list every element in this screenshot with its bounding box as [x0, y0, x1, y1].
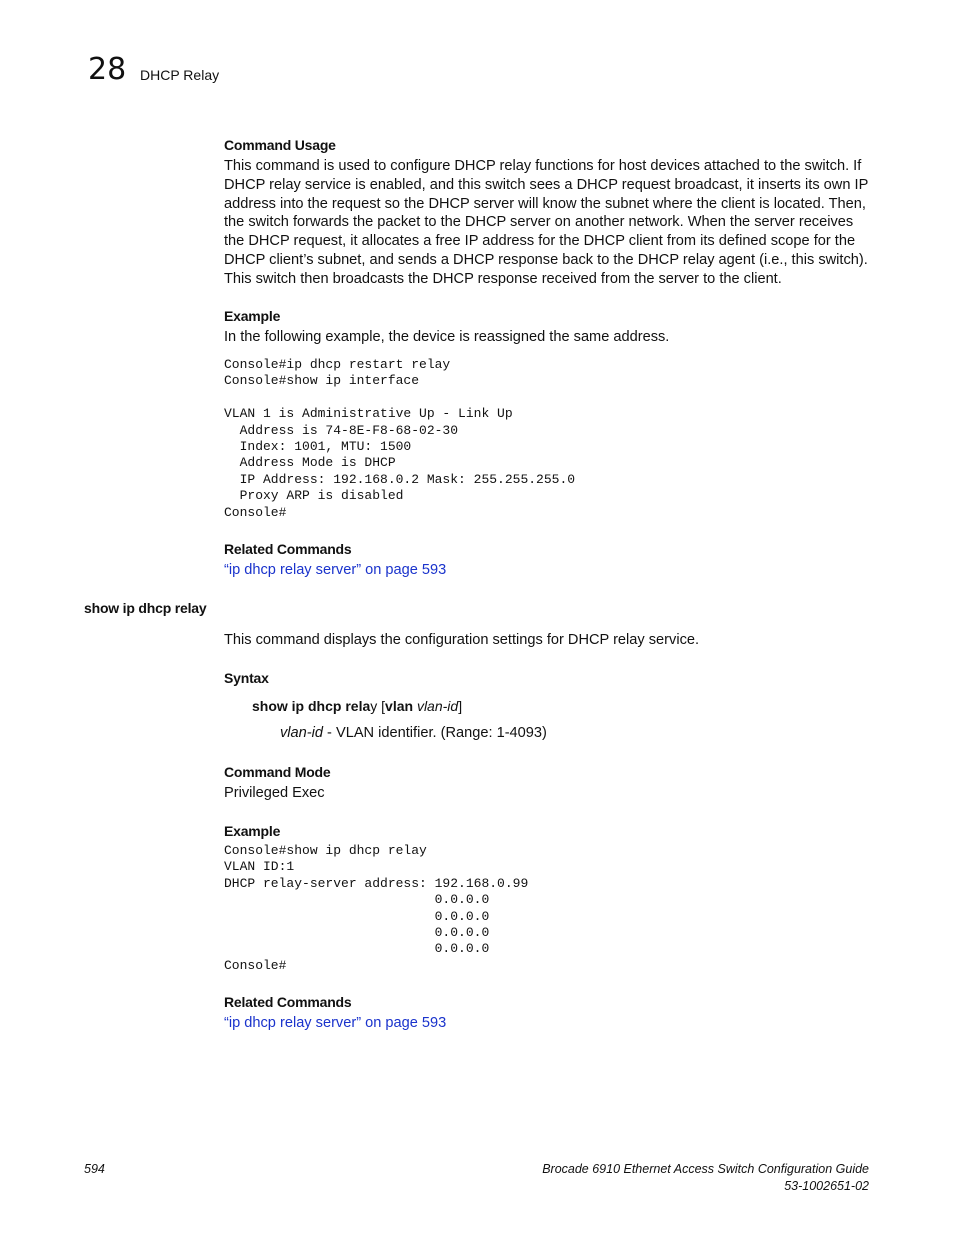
command-title: show ip dhcp relay	[84, 600, 207, 616]
syntax-keyword: vlan	[385, 698, 414, 714]
command-usage-text: This command is used to configure DHCP relay functions for host devices attached to the switch. If DHCP relay service is enabled, and this switch sees a DHCP request broadcast, it inserts its own IP address into the request so the DHCP server will know the subnet where the client is located. Then, the switch forwards the packet to the DHCP server on another network. When the server receives the DHCP request, it allocates a free IP address for the DHCP client from its defined scope for the DHCP client’s subnet, and sends a DHCP response back to the DHCP relay agent (i.e., this switch). This switch then broadcasts the DHCP response received from the server to the client.	[224, 158, 869, 287]
chapter-number: 28	[88, 52, 127, 87]
example-heading-2: Example	[224, 823, 281, 839]
command-mode-heading: Command Mode	[224, 764, 331, 780]
syntax-heading: Syntax	[224, 670, 269, 686]
syntax-line	[252, 697, 462, 715]
related-command-link[interactable]: “ip dhcp relay server” on page 593	[224, 562, 447, 578]
example-code-block: Console#ip dhcp restart relay Console#show ip interface VLAN 1 is Administrative Up - Link Up Address is 74-8E-F8-68-02-30 Index: 1001, MTU: 1500 Address Mode is DHCP IP Address: 192.168.0.2 Mask: 255.255.255.0 Proxy ARP is disabled Console#	[224, 357, 576, 520]
syntax-command-tail: y	[370, 698, 378, 714]
syntax-bracket-close: ]	[458, 698, 463, 714]
parameter-description	[280, 724, 547, 742]
command-description: This command displays the configuration settings for DHCP relay service.	[224, 632, 700, 648]
related-command-link-2[interactable]: “ip dhcp relay server” on page 593	[224, 1015, 447, 1031]
command-usage-heading: Command Usage	[224, 137, 336, 153]
example-heading: Example	[224, 308, 281, 324]
syntax-bracket-open: [	[377, 698, 386, 714]
book-title: Brocade 6910 Ethernet Access Switch Configuration Guide	[542, 1162, 869, 1176]
page-number: 594	[84, 1162, 105, 1176]
parameter-name: vlan-id	[280, 725, 323, 741]
syntax-parameter: vlan-id	[416, 698, 459, 714]
related-commands-heading-2: Related Commands	[224, 994, 352, 1010]
related-commands-heading: Related Commands	[224, 541, 352, 557]
command-mode-text: Privileged Exec	[224, 785, 325, 801]
example-intro: In the following example, the device is reassigned the same address.	[224, 329, 670, 345]
parameter-text: - VLAN identifier. (Range: 1-4093)	[323, 725, 547, 741]
chapter-title: DHCP Relay	[140, 67, 220, 83]
document-number: 53-1002651-02	[784, 1179, 869, 1193]
example-code-block-2: Console#show ip dhcp relay VLAN ID:1 DHCP relay-server address: 192.168.0.99 0.0.0.0 0.0.0.0 0.0.0.0 0.0.0.0 Console#	[224, 843, 529, 973]
syntax-command: show ip dhcp rela	[252, 698, 371, 714]
